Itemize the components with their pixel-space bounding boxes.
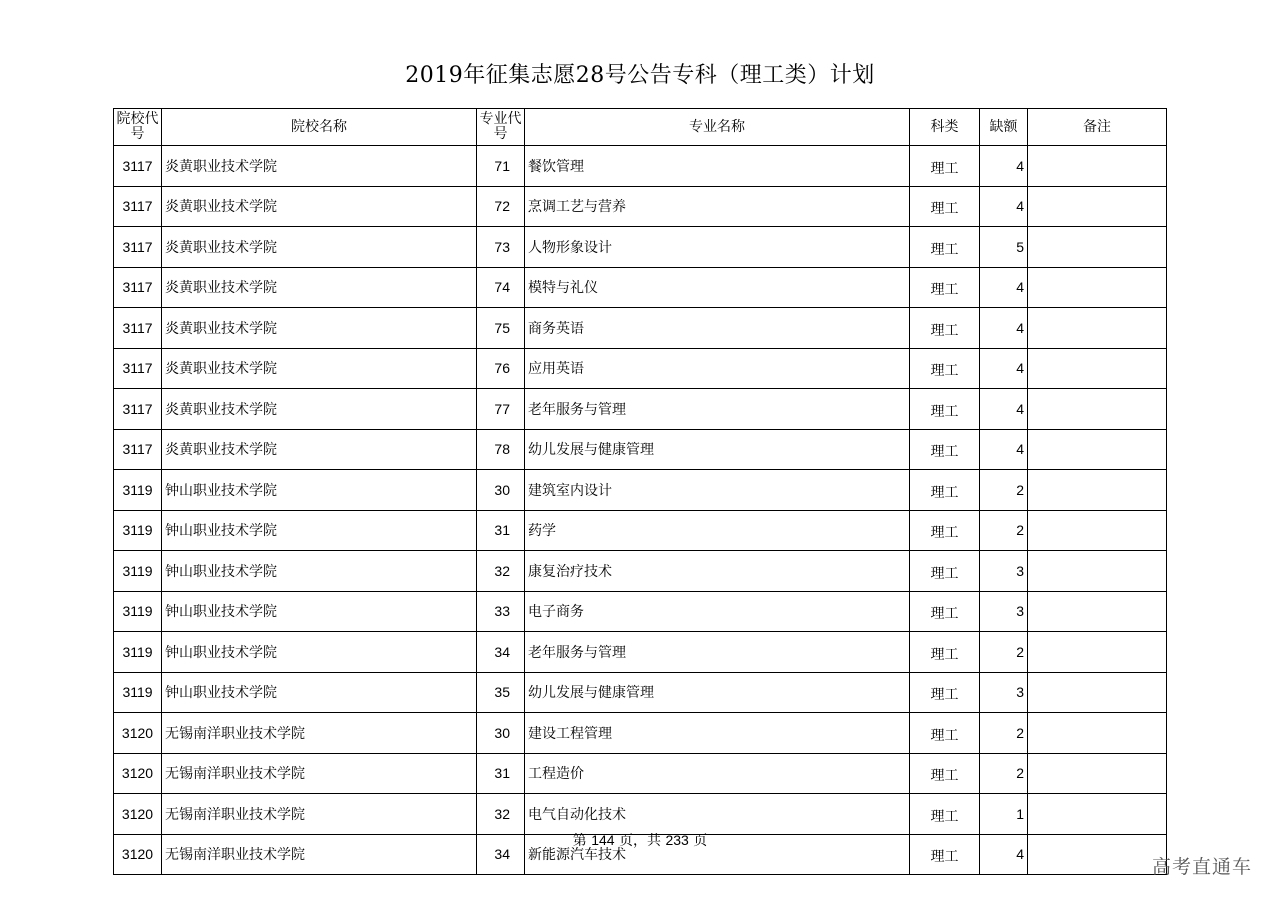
cell-major-name: 应用英语 — [525, 348, 910, 389]
cell-school-code: 3119 — [114, 510, 162, 551]
cell-category: 理工 — [910, 713, 980, 754]
cell-quota: 3 — [980, 551, 1028, 592]
cell-category: 理工 — [910, 834, 980, 875]
cell-major-name: 药学 — [525, 510, 910, 551]
cell-major-code: 32 — [477, 551, 525, 592]
cell-school-code: 3119 — [114, 551, 162, 592]
cell-quota: 3 — [980, 672, 1028, 713]
page-title: 2019年征集志愿28号公告专科（理工类）计划 — [405, 63, 875, 88]
cell-quota: 4 — [980, 267, 1028, 308]
table-row — [114, 308, 1167, 349]
table-header-row — [114, 109, 1167, 146]
cell-major-code: 35 — [477, 672, 525, 713]
cell-category: 理工 — [910, 227, 980, 268]
cell-major-name: 人物形象设计 — [525, 227, 910, 268]
cell-category: 理工 — [910, 348, 980, 389]
table-row — [114, 753, 1167, 794]
cell-major-name: 康复治疗技术 — [525, 551, 910, 592]
cell-quota: 4 — [980, 348, 1028, 389]
table-row — [114, 429, 1167, 470]
table-row — [114, 470, 1167, 511]
cell-category: 理工 — [910, 308, 980, 349]
cell-remark — [1028, 308, 1167, 349]
cell-major-code: 77 — [477, 389, 525, 430]
table-row — [114, 551, 1167, 592]
cell-major-name: 餐饮管理 — [525, 146, 910, 187]
cell-major-name: 工程造价 — [525, 753, 910, 794]
cell-quota: 4 — [980, 834, 1028, 875]
cell-remark — [1028, 753, 1167, 794]
header-remark: 备注 — [1028, 109, 1167, 146]
cell-major-code: 34 — [477, 834, 525, 875]
cell-school-name: 炎黄职业技术学院 — [162, 227, 477, 268]
cell-school-code: 3117 — [114, 267, 162, 308]
page-footer — [0, 830, 1280, 850]
cell-quota: 5 — [980, 227, 1028, 268]
cell-school-name: 无锡南洋职业技术学院 — [162, 794, 477, 835]
footer-suffix: 页 — [693, 833, 708, 849]
cell-major-code: 34 — [477, 632, 525, 673]
cell-quota: 4 — [980, 429, 1028, 470]
cell-school-code: 3120 — [114, 713, 162, 754]
cell-category: 理工 — [910, 470, 980, 511]
header-quota: 缺额 — [980, 109, 1028, 146]
cell-school-code: 3117 — [114, 308, 162, 349]
table-row — [114, 672, 1167, 713]
cell-category: 理工 — [910, 429, 980, 470]
cell-quota: 3 — [980, 591, 1028, 632]
cell-school-name: 炎黄职业技术学院 — [162, 267, 477, 308]
cell-major-name: 老年服务与管理 — [525, 632, 910, 673]
cell-remark — [1028, 186, 1167, 227]
cell-major-name: 老年服务与管理 — [525, 389, 910, 430]
cell-remark — [1028, 348, 1167, 389]
cell-school-name: 无锡南洋职业技术学院 — [162, 713, 477, 754]
cell-quota: 2 — [980, 632, 1028, 673]
table-row — [114, 510, 1167, 551]
cell-school-name: 钟山职业技术学院 — [162, 591, 477, 632]
cell-quota: 4 — [980, 308, 1028, 349]
cell-school-code: 3117 — [114, 227, 162, 268]
cell-category: 理工 — [910, 794, 980, 835]
cell-quota: 2 — [980, 753, 1028, 794]
cell-major-name: 商务英语 — [525, 308, 910, 349]
cell-category: 理工 — [910, 389, 980, 430]
cell-remark — [1028, 429, 1167, 470]
table-row — [114, 389, 1167, 430]
cell-category: 理工 — [910, 267, 980, 308]
footer-prefix: 第 — [572, 833, 587, 849]
cell-school-code: 3120 — [114, 753, 162, 794]
cell-major-code: 74 — [477, 267, 525, 308]
cell-major-code: 73 — [477, 227, 525, 268]
cell-school-code: 3117 — [114, 348, 162, 389]
footer-page-number: 144 — [591, 832, 615, 848]
cell-remark — [1028, 470, 1167, 511]
watermark: 高考直通车 — [1151, 856, 1252, 878]
cell-quota: 2 — [980, 510, 1028, 551]
cell-school-code: 3117 — [114, 146, 162, 187]
admission-plan-table — [113, 108, 1167, 875]
cell-remark — [1028, 632, 1167, 673]
cell-major-name: 电气自动化技术 — [525, 794, 910, 835]
header-school-name: 院校名称 — [162, 109, 477, 146]
cell-remark — [1028, 794, 1167, 835]
cell-major-name: 幼儿发展与健康管理 — [525, 672, 910, 713]
cell-category: 理工 — [910, 632, 980, 673]
cell-school-code: 3120 — [114, 794, 162, 835]
cell-major-code: 32 — [477, 794, 525, 835]
cell-school-name: 炎黄职业技术学院 — [162, 186, 477, 227]
cell-category: 理工 — [910, 186, 980, 227]
table-row — [114, 794, 1167, 835]
cell-major-name: 新能源汽车技术 — [525, 834, 910, 875]
table-row — [114, 146, 1167, 187]
cell-major-code: 31 — [477, 753, 525, 794]
cell-major-code: 76 — [477, 348, 525, 389]
cell-major-code: 71 — [477, 146, 525, 187]
cell-school-name: 钟山职业技术学院 — [162, 551, 477, 592]
cell-major-code: 30 — [477, 713, 525, 754]
cell-major-name: 烹调工艺与营养 — [525, 186, 910, 227]
cell-school-name: 无锡南洋职业技术学院 — [162, 834, 477, 875]
table-row — [114, 348, 1167, 389]
cell-remark — [1028, 551, 1167, 592]
cell-major-code: 75 — [477, 308, 525, 349]
table-row — [114, 632, 1167, 673]
header-school-code: 院校代号 — [114, 109, 162, 146]
cell-school-name: 钟山职业技术学院 — [162, 510, 477, 551]
cell-school-code: 3119 — [114, 672, 162, 713]
cell-quota: 1 — [980, 794, 1028, 835]
header-category: 科类 — [910, 109, 980, 146]
cell-school-code: 3117 — [114, 429, 162, 470]
cell-school-code: 3120 — [114, 834, 162, 875]
cell-quota: 2 — [980, 470, 1028, 511]
cell-school-code: 3119 — [114, 591, 162, 632]
header-major-name: 专业名称 — [525, 109, 910, 146]
table-row — [114, 186, 1167, 227]
cell-major-name: 模特与礼仪 — [525, 267, 910, 308]
footer-total-pages: 233 — [665, 832, 689, 848]
footer-middle: 页，共 — [619, 833, 661, 849]
cell-category: 理工 — [910, 672, 980, 713]
cell-remark — [1028, 713, 1167, 754]
table-row — [114, 267, 1167, 308]
cell-quota: 4 — [980, 186, 1028, 227]
cell-remark — [1028, 672, 1167, 713]
cell-major-code: 33 — [477, 591, 525, 632]
header-major-code: 专业代号 — [477, 109, 525, 146]
cell-school-code: 3119 — [114, 470, 162, 511]
cell-quota: 2 — [980, 713, 1028, 754]
cell-quota: 4 — [980, 146, 1028, 187]
cell-major-name: 电子商务 — [525, 591, 910, 632]
cell-school-name: 炎黄职业技术学院 — [162, 146, 477, 187]
cell-school-name: 钟山职业技术学院 — [162, 672, 477, 713]
cell-major-name: 建设工程管理 — [525, 713, 910, 754]
cell-major-code: 31 — [477, 510, 525, 551]
cell-remark — [1028, 227, 1167, 268]
cell-quota: 4 — [980, 389, 1028, 430]
cell-school-name: 钟山职业技术学院 — [162, 470, 477, 511]
cell-category: 理工 — [910, 510, 980, 551]
cell-category: 理工 — [910, 146, 980, 187]
cell-school-code: 3119 — [114, 632, 162, 673]
cell-major-code: 72 — [477, 186, 525, 227]
cell-category: 理工 — [910, 591, 980, 632]
cell-school-code: 3117 — [114, 389, 162, 430]
cell-remark — [1028, 591, 1167, 632]
cell-school-name: 钟山职业技术学院 — [162, 632, 477, 673]
cell-school-name: 炎黄职业技术学院 — [162, 429, 477, 470]
cell-school-code: 3117 — [114, 186, 162, 227]
table-body — [114, 146, 1167, 875]
cell-remark — [1028, 146, 1167, 187]
cell-major-name: 建筑室内设计 — [525, 470, 910, 511]
cell-major-code: 78 — [477, 429, 525, 470]
cell-school-name: 无锡南洋职业技术学院 — [162, 753, 477, 794]
cell-remark — [1028, 389, 1167, 430]
cell-major-name: 幼儿发展与健康管理 — [525, 429, 910, 470]
table-row — [114, 591, 1167, 632]
cell-category: 理工 — [910, 551, 980, 592]
cell-school-name: 炎黄职业技术学院 — [162, 308, 477, 349]
table-row — [114, 713, 1167, 754]
table-row — [114, 227, 1167, 268]
cell-school-name: 炎黄职业技术学院 — [162, 348, 477, 389]
cell-school-name: 炎黄职业技术学院 — [162, 389, 477, 430]
cell-remark — [1028, 510, 1167, 551]
cell-major-code: 30 — [477, 470, 525, 511]
cell-category: 理工 — [910, 753, 980, 794]
cell-remark — [1028, 267, 1167, 308]
